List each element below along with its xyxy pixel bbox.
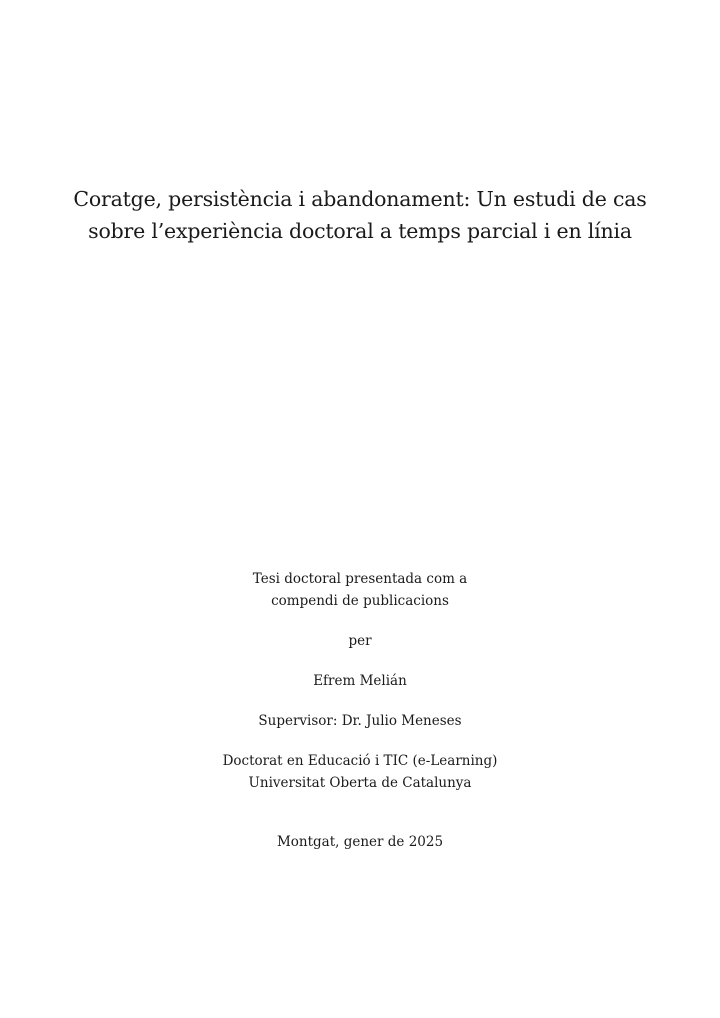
place-date-text: Montgat, gener de 2025 xyxy=(276,834,444,850)
institution-block xyxy=(0,750,720,794)
author-text: Efrem Melián xyxy=(313,673,407,689)
program-name: Doctorat en Educació i TIC (e-Learning) xyxy=(222,753,498,769)
supervisor-line xyxy=(0,710,720,732)
thesis-title-line-2: sobre l’experiència doctoral a temps parcial i en línia xyxy=(88,219,632,243)
presentation-statement xyxy=(0,568,720,612)
supervisor-text: Supervisor: Dr. Julio Meneses xyxy=(258,713,462,729)
place-and-date xyxy=(0,831,720,853)
university-name: Universitat Oberta de Catalunya xyxy=(248,775,472,791)
by-label xyxy=(0,630,720,652)
presentation-line-2: compendi de publicacions xyxy=(271,593,449,609)
author-name xyxy=(0,670,720,692)
thesis-title xyxy=(0,183,720,247)
presentation-line-1: Tesi doctoral presentada com a xyxy=(252,571,468,587)
by-text: per xyxy=(348,633,372,649)
thesis-title-line-1: Coratge, persistència i abandonament: Un estudi de cas xyxy=(73,187,647,211)
